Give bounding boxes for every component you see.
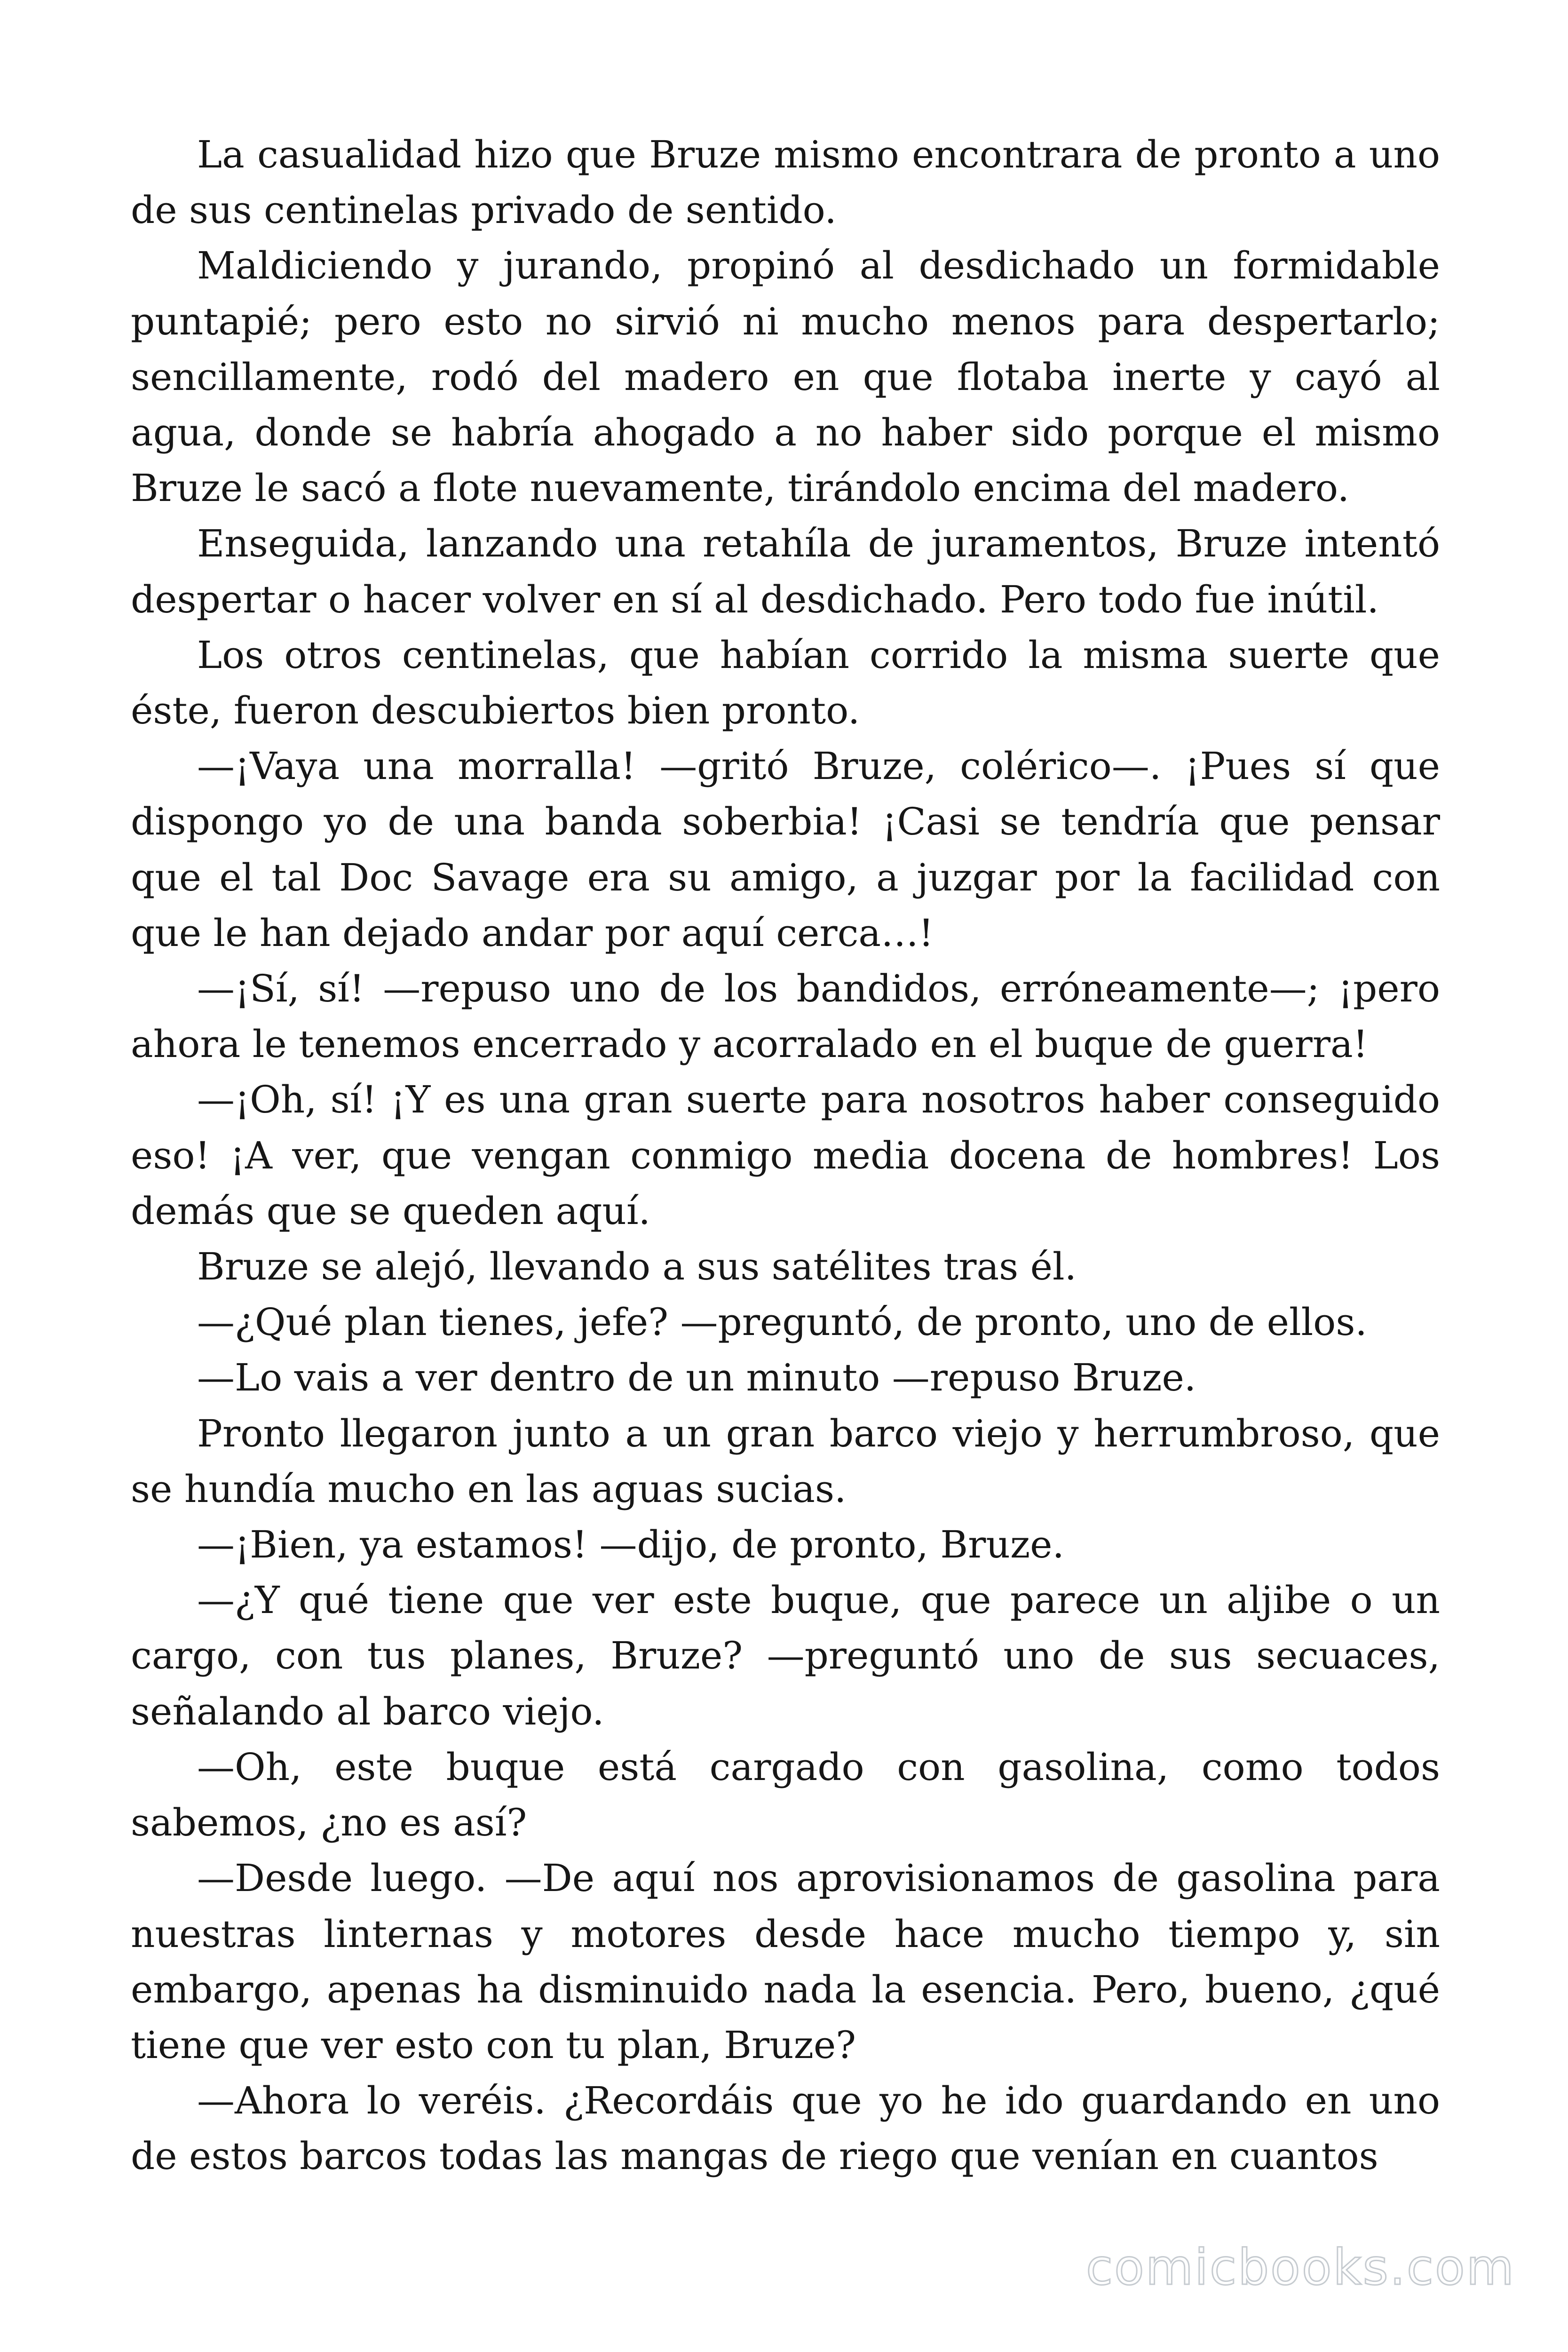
paragraph-13: —¿Y qué tiene que ver este buque, que parece un aljibe o un cargo, con tus planes, Bruze? —preguntó uno de sus secuaces, señalando al barco viejo. bbox=[131, 1578, 1440, 1733]
paragraph-3: Enseguida, lanzando una retahíla de juramentos, Bruze intentó despertar o hacer volver en sí al desdichado. Pero todo fue inútil. bbox=[131, 522, 1440, 621]
paragraph-12: —¡Bien, ya estamos! —dijo, de pronto, Bruze. bbox=[197, 1523, 1064, 1567]
paragraph-1: La casualidad hizo que Bruze mismo encontrara de pronto a uno de sus centinelas privado de sentido. bbox=[131, 133, 1440, 232]
paragraph-16: —Ahora lo veréis. ¿Recordáis que yo he ido guardando en uno de estos barcos todas las mangas de riego que venían en cuantos bbox=[131, 2079, 1440, 2178]
paragraph-4: Los otros centinelas, que habían corrido la misma suerte que éste, fueron descubiertos bien pronto. bbox=[131, 633, 1440, 733]
paragraph-6: —¡Sí, sí! —repuso uno de los bandidos, erróneamente—; ¡pero ahora le tenemos encerrado y acorralado en el buque de guerra! bbox=[131, 967, 1440, 1066]
paragraph-15: —Desde luego. —De aquí nos aprovisionamos de gasolina para nuestras linternas y motores desde hace mucho tiempo y, sin embargo, apenas ha disminuido nada la esencia. Pero, bueno, ¿qué tiene que ver esto con tu plan, Bruze? bbox=[131, 1856, 1440, 2067]
page-text bbox=[131, 127, 1440, 2185]
paragraph-9: —¿Qué plan tienes, jefe? —preguntó, de pronto, uno de ellos. bbox=[197, 1300, 1367, 1344]
paragraph-7: —¡Oh, sí! ¡Y es una gran suerte para nosotros haber conseguido eso! ¡A ver, que vengan conmigo media docena de hombres! Los demás que se queden aquí. bbox=[131, 1078, 1440, 1233]
paragraph-14: —Oh, este buque está cargado con gasolina, como todos sabemos, ¿no es así? bbox=[131, 1745, 1440, 1845]
paragraph-5: —¡Vaya una morralla! —gritó Bruze, colérico—. ¡Pues sí que dispongo yo de una banda soberbia! ¡Casi se tendría que pensar que el tal Doc Savage era su amigo, a juzgar por la facilidad con que le han dejado andar por aquí cerca…! bbox=[131, 744, 1440, 955]
watermark: comicbooks.com bbox=[1085, 2239, 1515, 2296]
paragraph-8: Bruze se alejó, llevando a sus satélites tras él. bbox=[197, 1245, 1077, 1289]
paragraph-10: —Lo vais a ver dentro de un minuto —repuso Bruze. bbox=[197, 1356, 1196, 1400]
paragraph-2: Maldiciendo y jurando, propinó al desdichado un formidable puntapié; pero esto no sirvió ni mucho menos para despertarlo; sencillamente, rodó del madero en que flotaba inerte y cayó al agua, donde se habría ahogado a no haber sido porque el mismo Bruze le sacó a flote nuevamente, tirándolo encima del madero. bbox=[131, 244, 1440, 510]
paragraph-11: Pronto llegaron junto a un gran barco viejo y herrumbroso, que se hundía mucho en las aguas sucias. bbox=[131, 1411, 1440, 1511]
